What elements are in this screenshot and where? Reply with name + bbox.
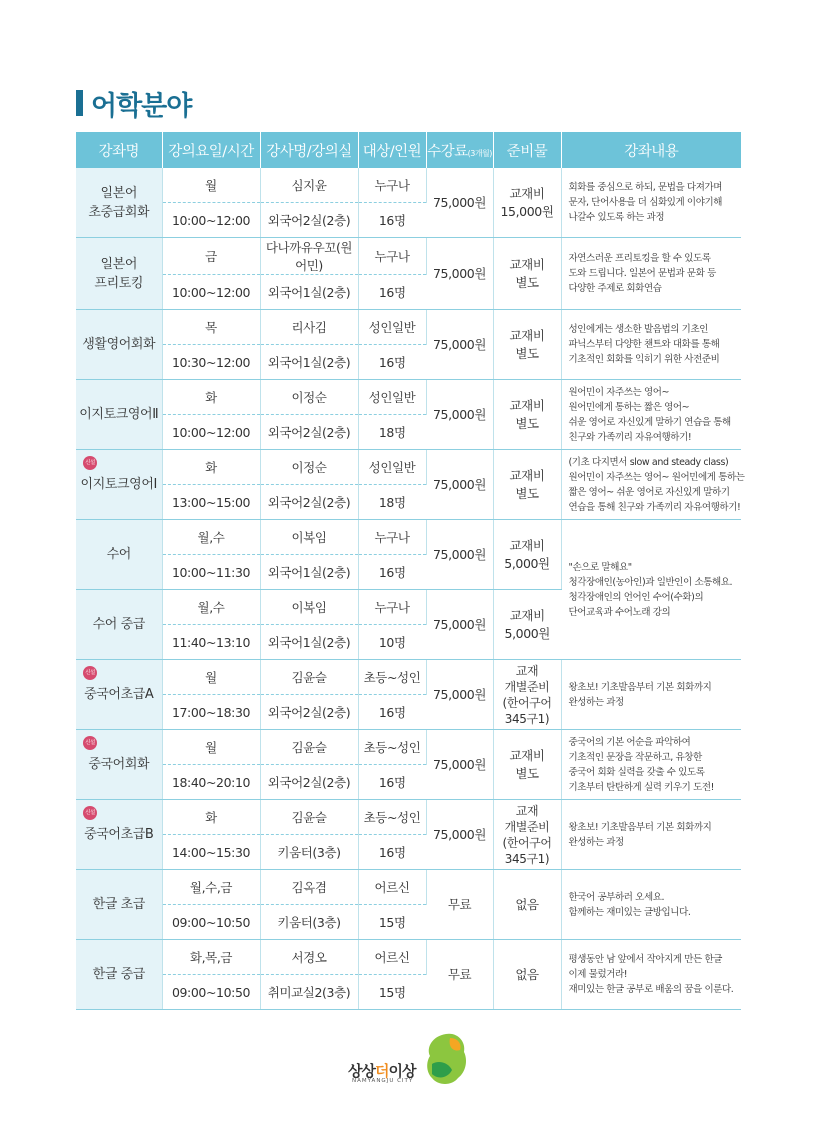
course-capacity: 15명 bbox=[358, 905, 426, 940]
course-description-line: 한국어 공부하러 오세요. bbox=[568, 891, 665, 903]
course-teacher: 이복임 bbox=[260, 520, 358, 555]
course-room: 외국어2실(2층) bbox=[260, 695, 358, 730]
course-description-line: 원어민이 자주쓰는 영어~ 원어민에게 통하는 bbox=[568, 471, 745, 483]
course-description-line: 청각장애인의 언어인 수어(수화)의 bbox=[568, 591, 704, 603]
course-name-line: 초중급회화 bbox=[88, 204, 150, 220]
course-time: 10:00~12:00 bbox=[162, 203, 260, 238]
course-room: 키움터(3층) bbox=[260, 835, 358, 870]
course-description-line: 나갈수 있도록 하는 과정 bbox=[568, 212, 665, 223]
course-room: 외국어1실(2층) bbox=[260, 555, 358, 590]
course-room: 외국어1실(2층) bbox=[260, 345, 358, 380]
course-day: 목 bbox=[162, 310, 260, 345]
title-marker bbox=[76, 90, 83, 116]
course-prep-line: (한어구어 bbox=[502, 695, 552, 710]
course-teacher: 김윤슬 bbox=[260, 660, 358, 695]
course-name bbox=[76, 590, 162, 660]
course-name bbox=[76, 870, 162, 940]
course-description-line: 파닉스부터 다양한 챈트와 대화를 통해 bbox=[568, 339, 720, 350]
course-description-line: 함께하는 재미있는 글방입니다. bbox=[568, 906, 691, 918]
course-description-line: "손으로 말해요" bbox=[568, 561, 632, 573]
course-prep-line: 별도 bbox=[515, 485, 539, 501]
course-prep-line: 교재비 bbox=[509, 327, 545, 343]
course-prep bbox=[493, 168, 561, 238]
course-target: 누구나 bbox=[358, 238, 426, 275]
course-name bbox=[76, 800, 162, 870]
course-prep-line: 5,000원 bbox=[504, 625, 550, 641]
course-name bbox=[76, 660, 162, 730]
course-capacity: 16명 bbox=[358, 275, 426, 310]
course-day: 화,목,금 bbox=[162, 940, 260, 975]
course-description bbox=[561, 940, 741, 1010]
course-description-line: 회화를 중심으로 하되, 문법을 다져가며 bbox=[568, 182, 723, 193]
course-prep-line: 없음 bbox=[515, 966, 539, 982]
logo-text-b: 이상 bbox=[388, 1062, 416, 1080]
course-description bbox=[561, 380, 741, 450]
course-prep bbox=[493, 380, 561, 450]
namyangju-emblem-icon bbox=[424, 1030, 468, 1088]
course-description-line: 친구와 가족끼리 자유여행하기! bbox=[568, 431, 692, 443]
course-name-line: 생활영어회화 bbox=[82, 337, 156, 352]
course-description-line: 원어민에게 통하는 짧은 영어~ bbox=[568, 401, 690, 413]
course-row bbox=[76, 730, 741, 765]
course-name-line: 중국어초급A bbox=[84, 687, 154, 702]
course-description-line: 연습을 통해 친구와 가족끼리 자유여행하기! bbox=[568, 501, 741, 513]
header-prep: 준비물 bbox=[493, 132, 561, 168]
course-description-line: 왕초보! 기초발음부터 기본 회화까지 bbox=[568, 821, 712, 833]
course-fee: 75,000원 bbox=[426, 380, 493, 450]
course-prep-line: 교재비 bbox=[509, 256, 545, 272]
course-capacity: 18명 bbox=[358, 485, 426, 520]
course-name-line: 한글 중급 bbox=[92, 967, 145, 982]
course-name-line: 중국어초급B bbox=[84, 827, 154, 842]
header-schedule: 강의요일/시간 bbox=[162, 132, 260, 168]
course-name bbox=[76, 238, 162, 310]
new-badge: 신설 bbox=[83, 806, 97, 820]
course-prep-line: (한어구어 bbox=[502, 835, 552, 850]
course-prep-line: 교재비 bbox=[509, 537, 545, 553]
course-description-line: 청각장애인(농아인)과 일반인이 소통해요. bbox=[568, 576, 733, 588]
course-teacher: 심지윤 bbox=[260, 168, 358, 203]
course-capacity: 16명 bbox=[358, 555, 426, 590]
course-description-line: 다양한 주제로 회화연습 bbox=[568, 283, 662, 294]
header-fee-label: 수강료 bbox=[427, 143, 468, 160]
course-prep bbox=[493, 870, 561, 940]
course-fee: 75,000원 bbox=[426, 660, 493, 730]
course-prep-line: 별도 bbox=[515, 415, 539, 431]
course-description-line: 중국어의 기본 어순을 파악하여 bbox=[568, 736, 691, 748]
course-name bbox=[76, 520, 162, 590]
course-fee: 75,000원 bbox=[426, 450, 493, 520]
course-room: 외국어2실(2층) bbox=[260, 415, 358, 450]
course-capacity: 16명 bbox=[358, 765, 426, 800]
course-row bbox=[76, 660, 741, 695]
course-day: 월,수 bbox=[162, 590, 260, 625]
course-time: 17:00~18:30 bbox=[162, 695, 260, 730]
course-prep-line: 별도 bbox=[515, 765, 539, 781]
course-prep-line: 별도 bbox=[515, 345, 539, 361]
course-row bbox=[76, 800, 741, 835]
header-fee-note: (3개월) bbox=[467, 148, 492, 158]
course-day: 월 bbox=[162, 168, 260, 203]
course-fee: 75,000원 bbox=[426, 310, 493, 380]
course-row bbox=[76, 238, 741, 275]
course-description-line: 재미있는 한글 공부로 배움의 꿈을 이룬다. bbox=[568, 984, 734, 995]
course-time: 09:00~10:50 bbox=[162, 905, 260, 940]
course-prep-line: 개별준비 bbox=[504, 679, 550, 694]
logo-text-a: 상상 bbox=[348, 1062, 375, 1080]
course-teacher: 리사김 bbox=[260, 310, 358, 345]
course-day: 화 bbox=[162, 800, 260, 835]
header-fee bbox=[426, 132, 493, 168]
course-time: 10:00~12:00 bbox=[162, 415, 260, 450]
course-row bbox=[76, 520, 741, 555]
course-teacher: 다나까유우꼬(원어민) bbox=[260, 238, 358, 275]
course-room: 외국어1실(2층) bbox=[260, 275, 358, 310]
course-description bbox=[561, 238, 741, 310]
course-description-line: 왕초보! 기초발음부터 기본 회화까지 bbox=[568, 681, 712, 693]
course-row bbox=[76, 380, 741, 415]
course-description-line: 기초부터 탄탄하게 실력 키우기 도전! bbox=[568, 781, 715, 793]
course-time: 09:00~10:50 bbox=[162, 975, 260, 1010]
course-fee: 75,000원 bbox=[426, 800, 493, 870]
course-target: 누구나 bbox=[358, 590, 426, 625]
course-prep bbox=[493, 520, 561, 590]
sign-language-description bbox=[561, 520, 741, 660]
course-prep-line: 교재비 bbox=[509, 185, 545, 201]
header-content: 강좌내용 bbox=[561, 132, 741, 168]
course-prep bbox=[493, 800, 561, 870]
course-prep bbox=[493, 730, 561, 800]
course-description-line: 평생동안 남 앞에서 작아지게 만든 한글 bbox=[568, 954, 723, 965]
city-logo bbox=[348, 1030, 468, 1094]
course-name-line: 프리토킹 bbox=[94, 275, 144, 291]
course-name-line: 일본어 bbox=[100, 256, 137, 272]
course-target: 초등~성인 bbox=[358, 730, 426, 765]
course-room: 취미교실2(3층) bbox=[260, 975, 358, 1010]
course-day: 금 bbox=[162, 238, 260, 275]
course-name-line: 이지토크영어Ⅰ bbox=[80, 477, 157, 492]
course-prep-line: 15,000원 bbox=[500, 203, 554, 219]
course-description-line: 완성하는 과정 bbox=[568, 836, 624, 848]
course-prep-line: 345구1) bbox=[504, 851, 550, 866]
header-name: 강좌명 bbox=[76, 132, 162, 168]
course-day: 월 bbox=[162, 660, 260, 695]
course-rows bbox=[76, 168, 745, 1010]
course-target: 성인일반 bbox=[358, 450, 426, 485]
course-prep bbox=[493, 238, 561, 310]
course-teacher: 이복임 bbox=[260, 590, 358, 625]
header-row bbox=[76, 132, 741, 168]
course-description-line: 기초적인 문장을 작문하고, 유창한 bbox=[568, 751, 702, 763]
course-prep-line: 개별준비 bbox=[504, 819, 550, 834]
course-name bbox=[76, 730, 162, 800]
course-target: 누구나 bbox=[358, 168, 426, 203]
course-time: 11:40~13:10 bbox=[162, 625, 260, 660]
course-prep-line: 교재비 bbox=[509, 467, 545, 483]
course-teacher: 김윤슬 bbox=[260, 730, 358, 765]
course-time: 14:00~15:30 bbox=[162, 835, 260, 870]
new-badge: 신설 bbox=[83, 666, 97, 680]
course-description-line: 쉬운 영어로 자신있게 말하기 연습을 통해 bbox=[568, 416, 731, 428]
course-fee: 75,000원 bbox=[426, 168, 493, 238]
course-fee: 무료 bbox=[426, 870, 493, 940]
course-name-line: 이지토크영어Ⅱ bbox=[79, 407, 159, 422]
course-capacity: 18명 bbox=[358, 415, 426, 450]
course-capacity: 16명 bbox=[358, 695, 426, 730]
course-target: 누구나 bbox=[358, 520, 426, 555]
logo-text-accent: 더 bbox=[374, 1062, 389, 1080]
course-time: 10:00~11:30 bbox=[162, 555, 260, 590]
course-teacher: 서경오 bbox=[260, 940, 358, 975]
course-capacity: 10명 bbox=[358, 625, 426, 660]
course-description bbox=[561, 450, 745, 520]
course-description bbox=[561, 800, 741, 870]
course-name-line: 중국어회화 bbox=[88, 757, 150, 772]
course-description-line: 이제 물렀거라! bbox=[568, 969, 628, 980]
course-day: 화 bbox=[162, 450, 260, 485]
course-row bbox=[76, 870, 741, 905]
course-prep bbox=[493, 310, 561, 380]
course-fee: 무료 bbox=[426, 940, 493, 1010]
course-prep-line: 5,000원 bbox=[504, 555, 550, 571]
course-prep bbox=[493, 660, 561, 730]
course-day: 월 bbox=[162, 730, 260, 765]
course-name bbox=[76, 380, 162, 450]
course-row bbox=[76, 940, 741, 975]
course-room: 외국어2실(2층) bbox=[260, 203, 358, 238]
course-target: 성인일반 bbox=[358, 380, 426, 415]
course-fee: 75,000원 bbox=[426, 238, 493, 310]
course-name bbox=[76, 310, 162, 380]
new-badge: 신설 bbox=[83, 456, 97, 470]
course-room: 키움터(3층) bbox=[260, 905, 358, 940]
course-target: 초등~성인 bbox=[358, 660, 426, 695]
course-description-line: 단어교육과 수어노래 강의 bbox=[568, 606, 671, 618]
course-description-line: 성인에게는 생소한 발음법의 기초인 bbox=[568, 324, 709, 335]
header-target: 대상/인원 bbox=[358, 132, 426, 168]
course-description-line: 짧은 영어~ 쉬운 영어로 자신있게 말하기 bbox=[568, 486, 730, 498]
course-description-line: 원어민이 자주쓰는 영어~ bbox=[568, 386, 670, 398]
course-description-line: 문자, 단어사용을 더 심화있게 이야기해 bbox=[568, 197, 723, 208]
course-teacher: 김옥겸 bbox=[260, 870, 358, 905]
course-prep bbox=[493, 590, 561, 660]
course-teacher: 김윤슬 bbox=[260, 800, 358, 835]
course-description-line: (기초 다지면서 slow and steady class) bbox=[568, 456, 729, 468]
course-room: 외국어1실(2층) bbox=[260, 625, 358, 660]
course-description-line: 자연스러운 프리토킹을 할 수 있도록 bbox=[568, 253, 711, 264]
course-description bbox=[561, 870, 741, 940]
course-prep-line: 별도 bbox=[515, 274, 539, 290]
course-capacity: 16명 bbox=[358, 203, 426, 238]
course-name-line: 수어 bbox=[106, 547, 131, 562]
course-time: 13:00~15:00 bbox=[162, 485, 260, 520]
header-instructor: 강사명/강의실 bbox=[260, 132, 358, 168]
course-target: 어르신 bbox=[358, 940, 426, 975]
course-name bbox=[76, 940, 162, 1010]
course-teacher: 이정순 bbox=[260, 380, 358, 415]
course-description-line: 기초적인 회화를 익히기 위한 사전준비 bbox=[568, 354, 720, 365]
course-time: 18:40~20:10 bbox=[162, 765, 260, 800]
course-row bbox=[76, 310, 741, 345]
course-description-line: 도와 드립니다. 일본어 문법과 문화 등 bbox=[568, 268, 716, 279]
course-target: 성인일반 bbox=[358, 310, 426, 345]
course-day: 화 bbox=[162, 380, 260, 415]
course-capacity: 16명 bbox=[358, 345, 426, 380]
course-fee: 75,000원 bbox=[426, 730, 493, 800]
course-prep bbox=[493, 940, 561, 1010]
course-target: 초등~성인 bbox=[358, 800, 426, 835]
course-time: 10:00~12:00 bbox=[162, 275, 260, 310]
course-prep-line: 교재비 bbox=[509, 607, 545, 623]
course-description bbox=[561, 168, 741, 238]
course-description bbox=[561, 660, 741, 730]
course-description bbox=[561, 730, 741, 800]
course-name bbox=[76, 168, 162, 238]
section-title-wrap bbox=[76, 86, 191, 120]
course-description-line: 완성하는 과정 bbox=[568, 696, 624, 708]
course-day: 월,수 bbox=[162, 520, 260, 555]
course-teacher: 이정순 bbox=[260, 450, 358, 485]
course-target: 어르신 bbox=[358, 870, 426, 905]
course-name-line: 한글 초급 bbox=[92, 897, 145, 912]
course-fee: 75,000원 bbox=[426, 520, 493, 590]
course-prep-line: 없음 bbox=[515, 896, 539, 912]
course-time: 10:30~12:00 bbox=[162, 345, 260, 380]
course-name bbox=[76, 450, 162, 520]
new-badge: 신설 bbox=[83, 736, 97, 750]
course-prep-line: 345구1) bbox=[504, 711, 550, 726]
course-day: 월,수,금 bbox=[162, 870, 260, 905]
course-description-line: 중국어 회화 실력을 갖출 수 있도록 bbox=[568, 766, 705, 778]
course-description bbox=[561, 310, 741, 380]
course-name-line: 수어 중급 bbox=[92, 617, 145, 632]
section-title: 어학분야 bbox=[91, 90, 192, 122]
logo-subtext: NAMYANGJU CITY bbox=[352, 1078, 414, 1084]
course-capacity: 16명 bbox=[358, 835, 426, 870]
course-table bbox=[76, 132, 745, 1010]
course-prep-line: 교재 bbox=[515, 663, 539, 678]
course-row bbox=[76, 450, 741, 485]
course-room: 외국어2실(2층) bbox=[260, 485, 358, 520]
course-row bbox=[76, 168, 741, 203]
course-fee: 75,000원 bbox=[426, 590, 493, 660]
course-prep-line: 교재비 bbox=[509, 747, 545, 763]
course-capacity: 15명 bbox=[358, 975, 426, 1010]
course-name-line: 일본어 bbox=[100, 185, 137, 201]
course-prep bbox=[493, 450, 561, 520]
course-prep-line: 교재비 bbox=[509, 397, 545, 413]
course-room: 외국어2실(2층) bbox=[260, 765, 358, 800]
course-prep-line: 교재 bbox=[515, 803, 539, 818]
